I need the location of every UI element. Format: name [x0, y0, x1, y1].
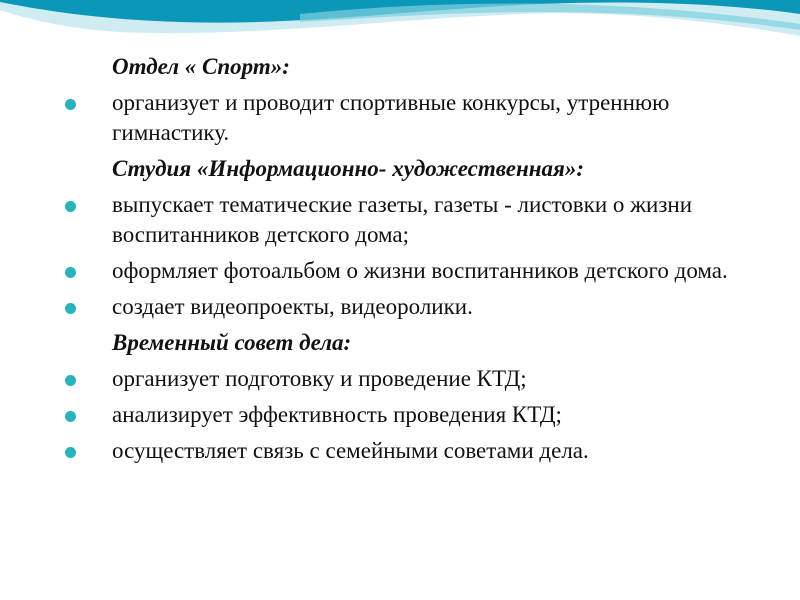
bullet-text: оформляет фотоальбом о жизни воспитанников детского дома. — [112, 258, 728, 283]
section-heading — [62, 328, 772, 358]
bullet-text: выпускает тематические газеты, газеты - листовки о жизни воспитанников детского дома; — [112, 192, 693, 247]
bullet-dot-icon — [65, 303, 76, 314]
bullet-text: осуществляет связь с семейными советами дела. — [112, 438, 589, 463]
bullet-dot-icon — [65, 411, 76, 422]
bullet-text: анализирует эффективность проведения КТД; — [112, 402, 562, 427]
bullet-item — [62, 88, 772, 148]
section-heading — [62, 154, 772, 184]
bullet-dot-icon — [65, 447, 76, 458]
bullet-dot-icon — [65, 99, 76, 110]
bullet-item — [62, 436, 772, 466]
bullet-dot-icon — [65, 201, 76, 212]
slide-content — [62, 52, 772, 466]
section-heading-text: Временный совет дела: — [112, 330, 352, 355]
bullet-text: организует подготовку и проведение КТД; — [112, 366, 527, 391]
bullet-text: организует и проводит спортивные конкурсы, утреннюю гимнастику. — [112, 90, 670, 145]
bullet-item — [62, 190, 772, 250]
section-heading-text: Отдел « Спорт»: — [112, 54, 290, 79]
section-heading — [62, 52, 772, 82]
bullet-dot-icon — [65, 267, 76, 278]
bullet-dot-icon — [65, 375, 76, 386]
bullet-item — [62, 364, 772, 394]
section-heading-text: Студия «Информационно- художественная»: — [112, 156, 585, 181]
bullet-item — [62, 400, 772, 430]
bullet-item — [62, 292, 772, 322]
bullet-item — [62, 256, 772, 286]
bullet-text: создает видеопроекты, видеоролики. — [112, 294, 473, 319]
